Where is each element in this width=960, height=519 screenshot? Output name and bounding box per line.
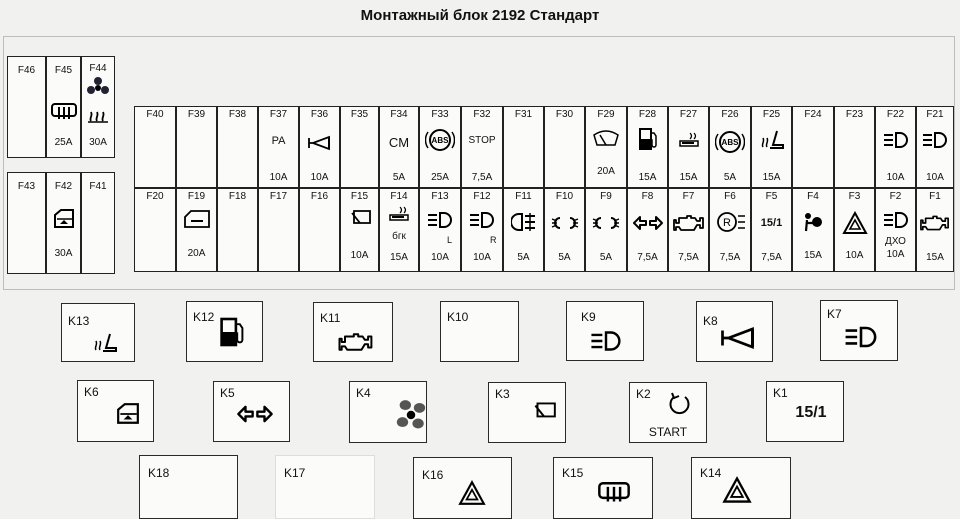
fuse-F2	[875, 188, 916, 272]
fuse-amp: 10A	[926, 172, 944, 183]
fuse-F11	[503, 188, 544, 272]
diagram-title: Монтажный блок 2192 Стандарт	[360, 7, 600, 24]
fuse-F31	[503, 106, 544, 188]
fuse-code: F5	[765, 191, 778, 202]
fuse-code: F17	[269, 191, 288, 202]
fuse-code: F27	[679, 109, 698, 120]
fuse-code: F22	[886, 109, 905, 120]
relay-code: K13	[68, 314, 90, 328]
fuse-code: F46	[17, 65, 36, 76]
headlight-icon	[589, 330, 623, 352]
fuse-code: F41	[89, 181, 107, 192]
fuse-amp: 15A	[679, 172, 698, 183]
relay-code: K5	[220, 386, 235, 400]
fuse-amp: 25A	[431, 172, 449, 183]
check-engine-icon	[338, 331, 374, 353]
fuse-code: F25	[762, 109, 781, 120]
fuse-F21	[916, 106, 954, 188]
relay-K10	[440, 301, 519, 362]
fuse-code: F28	[638, 109, 657, 120]
check-engine-icon	[920, 213, 950, 233]
fuse-F9	[585, 188, 627, 272]
parking-light-icon	[550, 215, 580, 231]
relay-K2	[629, 382, 707, 443]
headlight-icon	[426, 211, 454, 229]
abs-text: ABS	[721, 138, 739, 147]
windshield-wiper-icon	[592, 129, 620, 147]
fuse-code: F8	[641, 191, 654, 202]
fuse-code: F32	[473, 109, 491, 120]
fuse-amp: 10A	[886, 249, 905, 260]
relay-code: K9	[581, 310, 596, 324]
rear-wiper-icon	[531, 401, 557, 421]
fuse-F8	[627, 188, 668, 272]
fuse-F14	[379, 188, 419, 272]
fuse-code: F18	[228, 191, 247, 202]
fuse-code: F35	[350, 109, 369, 120]
headlight-icon	[882, 131, 910, 149]
fuse-code: F7	[682, 191, 695, 202]
relay-label: START	[648, 425, 688, 439]
fuse-F22	[875, 106, 916, 188]
side-label: R	[490, 235, 497, 245]
parking-light-icon	[591, 215, 621, 231]
fuse-code: F34	[390, 109, 408, 120]
fuse-code: F30	[555, 109, 574, 120]
fuse-code: F44	[89, 63, 107, 74]
fuse-amp: 5A	[392, 172, 406, 183]
relay-K13	[61, 303, 135, 362]
fuse-amp: 10A	[310, 172, 329, 183]
fuse-label: CM	[388, 135, 410, 150]
relay-code: K8	[703, 314, 718, 328]
fuse-code: F14	[390, 191, 408, 202]
icon-text: R	[723, 217, 731, 229]
side-label: L	[447, 235, 453, 245]
fuse-code: F21	[926, 109, 944, 120]
fuse-amp: 7,5A	[637, 252, 658, 263]
relay-label: 15/1	[795, 404, 827, 421]
fuse-code: F3	[848, 191, 861, 202]
relay-K8	[696, 301, 773, 362]
fuse-amp: 5A	[517, 252, 530, 263]
fuse-amp: 25A	[54, 137, 73, 148]
fuse-amp: 15A	[638, 172, 657, 183]
relay-code: K17	[284, 466, 306, 480]
fuse-code: F9	[600, 191, 612, 202]
relay-code: K15	[562, 466, 584, 480]
seat-heater-icon	[759, 129, 785, 153]
turn-signal-icon	[632, 215, 664, 231]
fuse-amp: 10A	[473, 252, 491, 263]
ignition-icon	[666, 391, 692, 417]
fuse-amp: 15A	[804, 250, 822, 261]
fuse-F12	[461, 188, 503, 272]
fuse-label: PA	[271, 135, 286, 147]
relay-K16	[413, 457, 512, 519]
relay-K4	[349, 381, 427, 443]
relay-K14	[691, 457, 791, 519]
fuse-amp: 10A	[431, 252, 449, 263]
relay-K9	[566, 301, 644, 361]
fuse-code: F42	[54, 181, 73, 192]
relay-K7	[820, 300, 898, 361]
fuse-amp: 7,5A	[678, 252, 699, 263]
headlight-icon	[921, 131, 949, 149]
door-window-icon	[183, 209, 211, 229]
fuse-F45	[46, 56, 81, 158]
fuse-amp: 10A	[269, 172, 288, 183]
fuse-F16	[299, 188, 340, 272]
fuse-amp: 5A	[558, 252, 571, 263]
fuse-amp: 15A	[926, 252, 944, 263]
fuse-F41	[81, 172, 115, 274]
fuse-amp: 10A	[886, 172, 905, 183]
relay-K11	[313, 302, 393, 362]
relay-K6	[77, 380, 154, 442]
relay-code: K2	[636, 387, 651, 401]
relay-code: K18	[148, 466, 170, 480]
fuse-code: F38	[228, 109, 247, 120]
fuse-code: F33	[431, 109, 449, 120]
fuse-code: F43	[17, 181, 36, 192]
fuse-F34	[379, 106, 419, 188]
relay-K12	[186, 301, 263, 362]
fuse-F7	[668, 188, 709, 272]
fuse-F15	[340, 188, 379, 272]
fuse-F20	[134, 188, 176, 272]
rear-fog-icon	[511, 211, 537, 233]
relay-code: K16	[422, 468, 444, 482]
fuse-F17	[258, 188, 299, 272]
fuse-amp: 7,5A	[719, 252, 741, 263]
fuse-F24	[792, 106, 834, 188]
fuse-amp: 30A	[54, 248, 73, 259]
fuse-F30	[544, 106, 585, 188]
fuse-amp: 10A	[350, 250, 369, 261]
fuse-F13	[419, 188, 461, 272]
fan-icon	[86, 77, 110, 99]
fuse-code: F1	[929, 191, 941, 202]
headlight-icon	[843, 325, 879, 349]
fuse-F39	[176, 106, 217, 188]
fuse-code: F40	[146, 109, 164, 120]
fuse-F10	[544, 188, 585, 272]
horn-icon	[307, 135, 333, 151]
relay-code: K7	[827, 307, 842, 321]
fuse-F37	[258, 106, 299, 188]
heated-rear-window-icon	[87, 109, 109, 123]
fuse-code: F36	[310, 109, 329, 120]
relay-K15	[553, 457, 653, 519]
fuse-code: F23	[845, 109, 864, 120]
fuel-pump-icon	[219, 316, 245, 348]
fuse-amp: 30A	[89, 137, 107, 148]
relay-code: K11	[320, 311, 341, 325]
horn-icon	[719, 326, 759, 350]
fuse-F42	[46, 172, 81, 274]
fuse-F26	[709, 106, 751, 188]
fuse-code: F6	[724, 191, 736, 202]
fuse-code: F12	[473, 191, 491, 202]
fuse-label: STOP	[468, 135, 496, 146]
fuse-note: ДХО	[885, 236, 906, 247]
relay-K17	[275, 455, 375, 519]
fuse-F43	[7, 172, 46, 274]
fuse-F35	[340, 106, 379, 188]
relay-code: K10	[447, 310, 469, 324]
fuse-F28	[627, 106, 668, 188]
relay-K18	[139, 455, 238, 519]
abs-icon	[715, 129, 745, 155]
seat-heater-icon	[92, 332, 118, 356]
fuse-code: F26	[721, 109, 739, 120]
fuse-code: F37	[269, 109, 288, 120]
fuse-code: F19	[187, 191, 206, 202]
rear-fog-r-icon	[714, 211, 746, 233]
fuse-F18	[217, 188, 258, 272]
fuse-amp: 7,5A	[761, 252, 782, 263]
rear-wiper-icon	[348, 209, 372, 227]
power-window-icon	[53, 209, 75, 229]
fan-icon	[394, 398, 428, 432]
fuse-code: F2	[889, 191, 902, 202]
fuse-F40	[134, 106, 176, 188]
fuse-F1	[916, 188, 954, 272]
fuse-code: F39	[187, 109, 206, 120]
abs-icon	[425, 127, 455, 153]
fuse-note: бгк	[392, 231, 406, 242]
lighter-icon	[678, 131, 700, 149]
fuse-F27	[668, 106, 709, 188]
hazard-icon	[842, 211, 868, 235]
power-window-icon	[116, 403, 140, 425]
fuse-F36	[299, 106, 340, 188]
fuse-amp: 15A	[762, 172, 781, 183]
fuse-amp: 20A	[187, 248, 206, 259]
fuse-code: F10	[555, 191, 574, 202]
fuse-code: F45	[54, 65, 73, 76]
fuse-code: F20	[146, 191, 164, 202]
fuse-amp: 15A	[390, 252, 408, 263]
fuse-F29	[585, 106, 627, 188]
fuse-F6	[709, 188, 751, 272]
abs-text: ABS	[431, 136, 449, 145]
relay-code: K14	[700, 466, 722, 480]
fuse-code: F4	[807, 191, 819, 202]
fuse-code: F29	[597, 109, 615, 120]
fuel-pump-icon	[638, 127, 658, 151]
relay-code: K6	[84, 385, 99, 399]
relay-K3	[488, 382, 566, 443]
headlight-icon	[882, 211, 910, 229]
fuse-amp: 5A	[723, 172, 737, 183]
fuse-label: 15/1	[760, 217, 783, 229]
fuse-F4	[792, 188, 834, 272]
relay-code: K12	[193, 310, 215, 324]
rear-defrost-icon	[596, 482, 632, 504]
fuse-F32	[461, 106, 503, 188]
fuse-amp: 5A	[599, 252, 613, 263]
fuse-amp: 20A	[597, 166, 615, 177]
relay-K1	[766, 381, 844, 442]
check-engine-icon	[673, 213, 705, 233]
airbag-icon	[802, 211, 824, 233]
fuse-code: F16	[310, 191, 329, 202]
fuse-F44	[81, 56, 115, 158]
fuse-F25	[751, 106, 792, 188]
relay-code: K3	[495, 387, 510, 401]
fuse-F46	[7, 56, 46, 158]
fuse-F23	[834, 106, 875, 188]
fuse-amp: 7,5A	[471, 172, 493, 183]
fuse-code: F11	[515, 191, 532, 202]
fuse-F3	[834, 188, 875, 272]
hazard-icon	[722, 476, 752, 504]
relay-code: K4	[356, 386, 371, 400]
headlight-icon	[468, 211, 496, 229]
fuse-code: F24	[804, 109, 822, 120]
turn-signal-icon	[236, 404, 274, 424]
hazard-icon	[458, 480, 486, 506]
relay-code: K1	[773, 386, 788, 400]
fuse-F38	[217, 106, 258, 188]
lighter-icon	[388, 205, 410, 223]
fuse-F19	[176, 188, 217, 272]
fuse-code: F15	[350, 191, 369, 202]
rear-defrost-icon	[51, 103, 77, 121]
fuse-F33	[419, 106, 461, 188]
relay-K5	[213, 381, 290, 442]
fuse-F5	[751, 188, 792, 272]
fuse-code: F13	[431, 191, 449, 202]
fuse-amp: 10A	[845, 250, 864, 261]
fuse-code: F31	[514, 109, 533, 120]
